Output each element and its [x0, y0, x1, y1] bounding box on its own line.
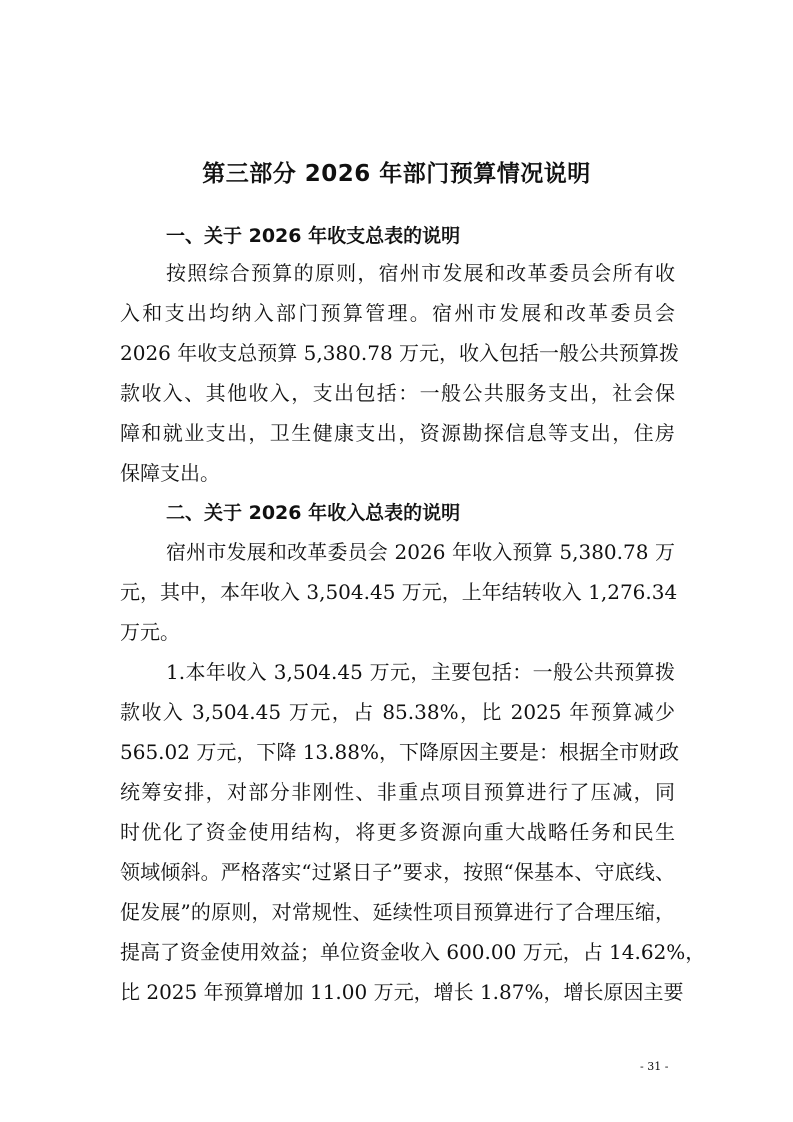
- paragraph-line: 宿州市发展和改革委员会 2026 年收入预算 5,380.78 万: [166, 540, 675, 564]
- paragraph-line: 1.本年收入 3,504.45 万元，主要包括：一般公共预算拨: [166, 660, 675, 684]
- paragraph-line: 比 2025 年预算增加 11.00 万元，增长 1.87%，增长原因主要: [120, 980, 684, 1004]
- page-title: 第三部分 2026 年部门预算情况说明: [202, 161, 591, 187]
- paragraph-line: 统筹安排，对部分非刚性、非重点项目预算进行了压减，同: [120, 780, 675, 804]
- section-heading-2: 二、关于 2026 年收入总表的说明: [166, 502, 461, 524]
- paragraph-line: 入和支出均纳入部门预算管理。宿州市发展和改革委员会: [120, 301, 675, 325]
- paragraph-line: 保障支出。: [120, 461, 220, 485]
- page-number: - 31 -: [640, 1060, 669, 1073]
- section-heading-1: 一、关于 2026 年收支总表的说明: [166, 225, 461, 247]
- paragraph-line: 款收入、其他收入，支出包括：一般公共服务支出，社会保: [120, 381, 675, 405]
- paragraph-line: 领域倾斜。严格落实“过紧日子”要求，按照“保基本、守底线、: [120, 860, 675, 884]
- paragraph-line: 款收入 3,504.45 万元，占 85.38%，比 2025 年预算减少: [120, 700, 675, 724]
- paragraph-line: 按照综合预算的原则，宿州市发展和改革委员会所有收: [166, 261, 675, 285]
- paragraph-line: 万元。: [120, 620, 180, 644]
- paragraph-line: 565.02 万元，下降 13.88%，下降原因主要是：根据全市财政: [120, 740, 679, 764]
- paragraph-line: 促发展”的原则，对常规性、延续性项目预算进行了合理压缩，: [120, 900, 675, 924]
- paragraph-line: 时优化了资金使用结构，将更多资源向重大战略任务和民生: [120, 820, 675, 844]
- paragraph-line: 障和就业支出，卫生健康支出，资源勘探信息等支出，住房: [120, 421, 675, 445]
- paragraph-line: 元，其中，本年收入 3,504.45 万元，上年结转收入 1,276.34: [120, 580, 678, 604]
- paragraph-line: 2026 年收支总预算 5,380.78 万元，收入包括一般公共预算拨: [120, 341, 680, 365]
- paragraph-line: 提高了资金使用效益；单位资金收入 600.00 万元，占 14.62%，: [120, 940, 706, 964]
